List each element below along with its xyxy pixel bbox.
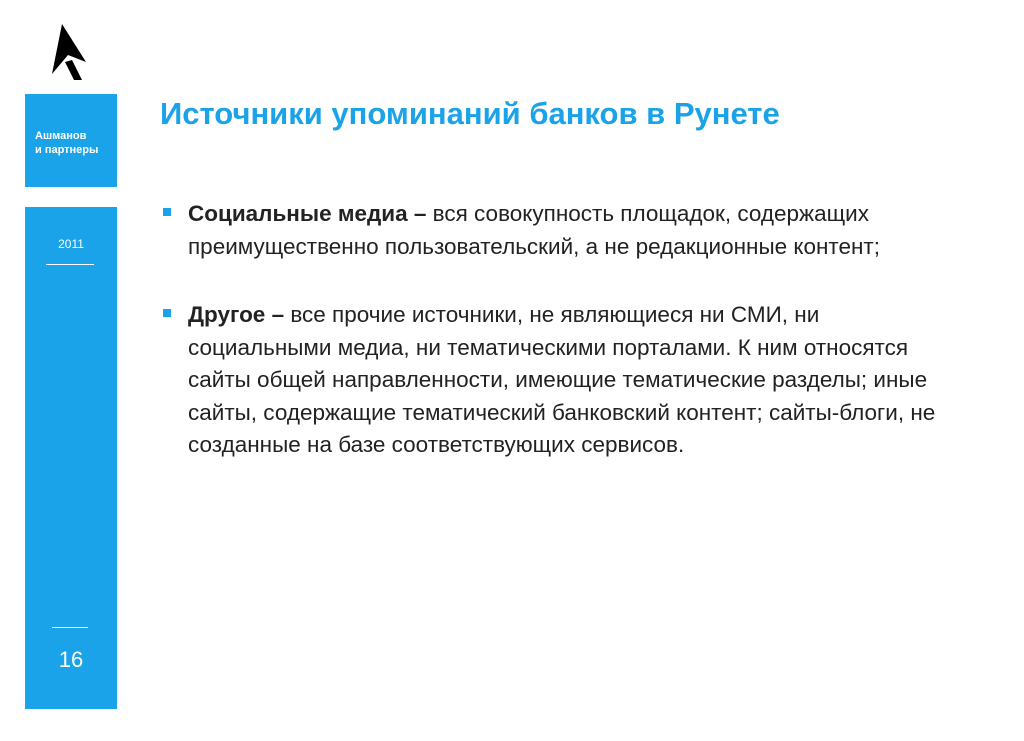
bullet-list (160, 198, 960, 498)
list-item (160, 299, 960, 462)
year-label: 2011 (58, 237, 84, 251)
divider (46, 264, 94, 265)
ashmanov-logo-icon (46, 22, 90, 82)
list-item (160, 198, 960, 263)
slide-title: Источники упоминаний банков в Рунете (160, 96, 780, 131)
bullet-body: вся совокупность площадок, содержащих преимущественно пользовательский, а не редакционные контент; (188, 201, 880, 259)
bullet-body: все прочие источники, не являющиеся ни СМИ, ни социальными медиа, ни тематическими порталами. К ним относятся сайты общей направленности, имеющие тематические разделы; иные сайты, содержащие тематический банковский контент; сайты-блоги, не созданные на базе соответствующих сервисов. (188, 302, 936, 457)
square-bullet-icon (163, 309, 171, 317)
bullet-term: Другое – (188, 302, 285, 327)
page-number: 16 (58, 647, 84, 672)
sidebar (25, 207, 117, 709)
bullet-text (188, 198, 960, 263)
square-bullet-icon (163, 208, 171, 216)
brand-box (25, 94, 117, 187)
bullet-term: Социальные медиа – (188, 201, 427, 226)
brand-name: Ашманов и партнеры (35, 130, 99, 156)
divider (52, 627, 88, 628)
bullet-text (188, 299, 960, 462)
